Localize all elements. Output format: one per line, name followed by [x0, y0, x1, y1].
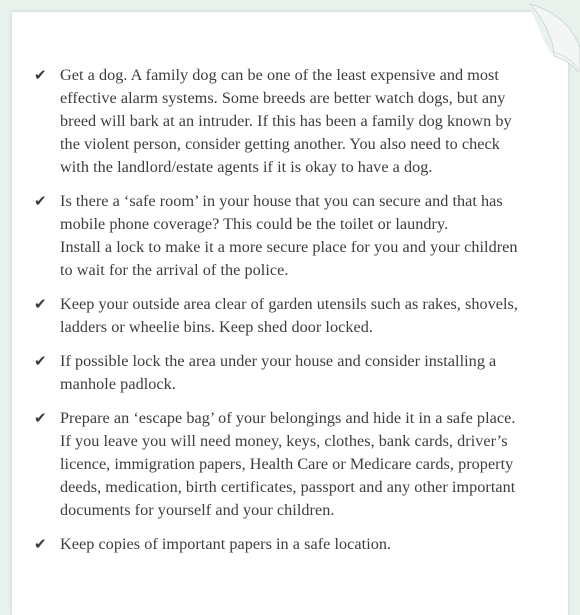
list-item	[34, 533, 534, 556]
text-line: If you leave you will need money, keys, clothes, bank cards, driver’s	[60, 432, 508, 450]
list-item	[34, 64, 534, 179]
item-text	[60, 350, 496, 396]
safety-tips-list	[34, 64, 534, 567]
checkmark-icon: ✔	[34, 295, 47, 313]
list-item	[34, 350, 534, 396]
list-item	[34, 293, 534, 339]
text-line: Install a lock to make it a more secure place for you and your children	[60, 238, 518, 256]
text-line: deeds, medication, birth certificates, passport and any other important	[60, 478, 516, 496]
text-line: the violent person, consider getting another. You also need to check	[60, 135, 500, 153]
checkmark-icon: ✔	[34, 535, 47, 553]
text-line: manhole padlock.	[60, 375, 176, 393]
text-line: licence, immigration papers, Health Care or Medicare cards, property	[60, 455, 514, 473]
text-line: Keep your outside area clear of garden utensils such as rakes, shovels,	[60, 295, 518, 313]
text-line: If possible lock the area under your house and consider installing a	[60, 352, 497, 370]
text-line: documents for yourself and your children.	[60, 501, 335, 519]
text-line: to wait for the arrival of the police.	[60, 261, 289, 279]
checkmark-icon: ✔	[34, 352, 47, 370]
item-text	[60, 64, 512, 179]
text-line: Prepare an ‘escape bag’ of your belongings and hide it in a safe place.	[60, 409, 516, 427]
checkmark-icon: ✔	[34, 192, 47, 210]
list-item	[34, 190, 534, 282]
text-line: effective alarm systems. Some breeds are better watch dogs, but any	[60, 89, 506, 107]
text-line: breed will bark at an intruder. If this has been a family dog known by	[60, 112, 512, 130]
item-text	[60, 533, 391, 556]
text-line: ladders or wheelie bins. Keep shed door locked.	[60, 318, 373, 336]
text-line: with the landlord/estate agents if it is okay to have a dog.	[60, 158, 433, 176]
checkmark-icon: ✔	[34, 66, 47, 84]
paper-sheet	[12, 12, 568, 615]
item-text	[60, 190, 518, 282]
text-line: Is there a ‘safe room’ in your house that you can secure and that has	[60, 192, 503, 210]
item-text	[60, 293, 518, 339]
text-line: mobile phone coverage? This could be the toilet or laundry.	[60, 215, 449, 233]
item-text	[60, 407, 515, 522]
text-line: Keep copies of important papers in a safe location.	[60, 535, 392, 553]
checkmark-icon: ✔	[34, 409, 47, 427]
list-item	[34, 407, 534, 522]
text-line: Get a dog. A family dog can be one of the least expensive and most	[60, 66, 499, 84]
